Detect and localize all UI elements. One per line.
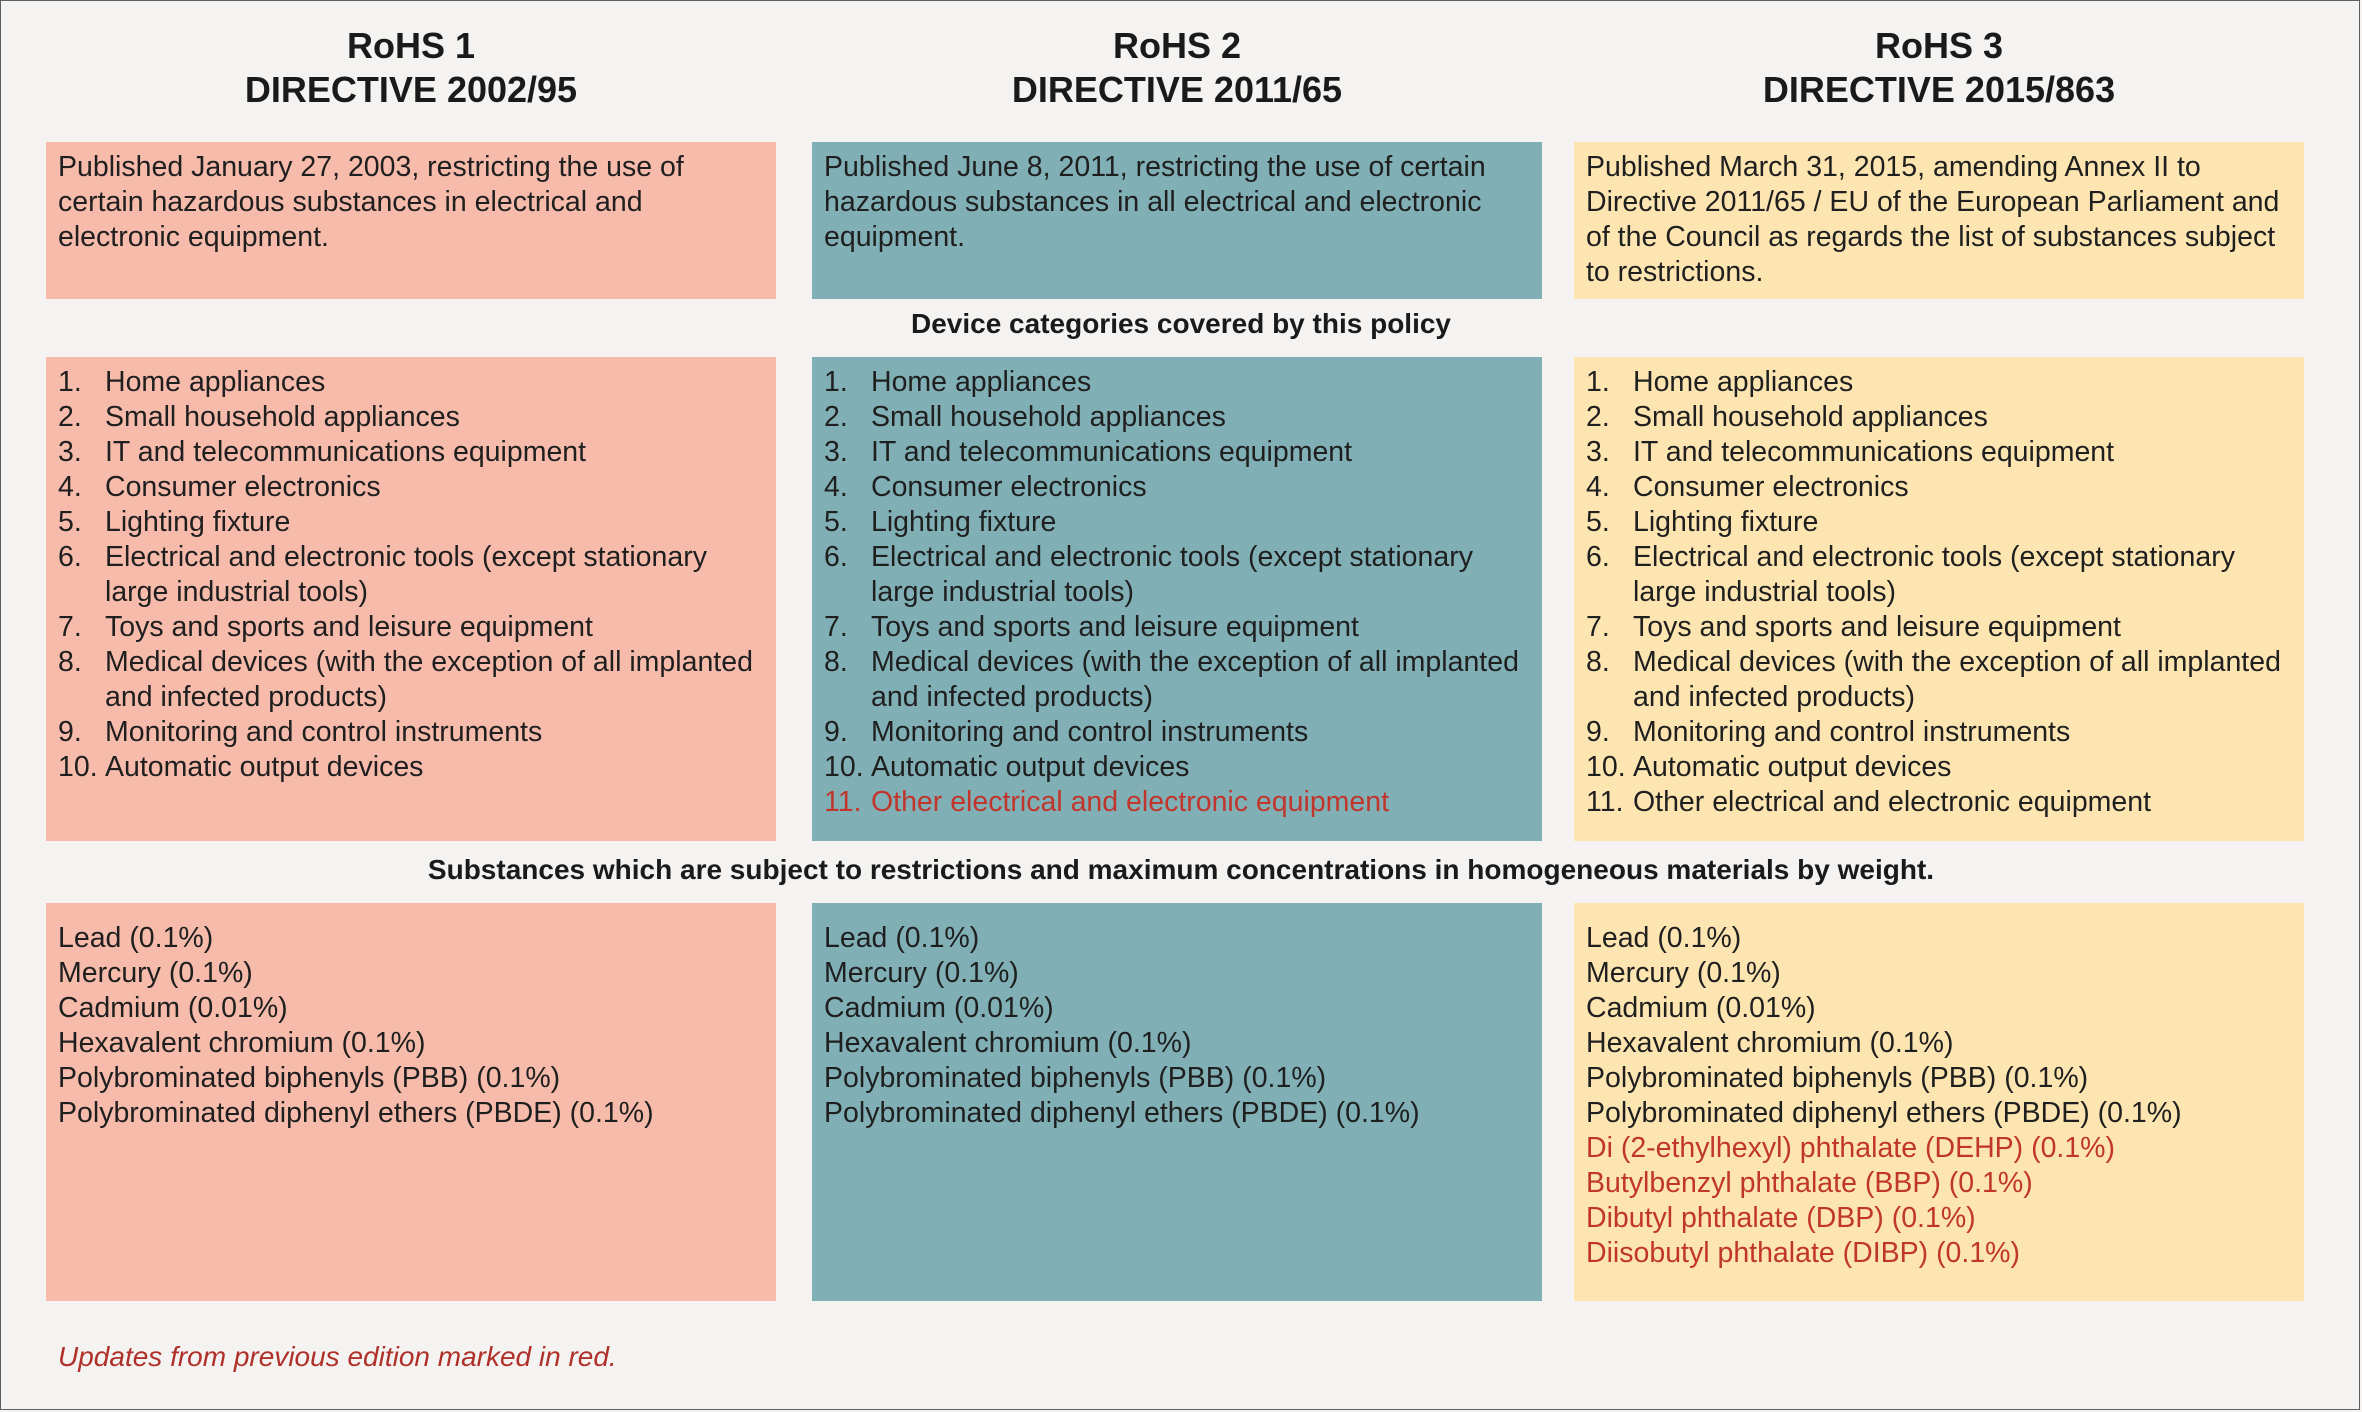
category-label: Automatic output devices [871, 751, 1190, 783]
category-item [824, 715, 1530, 750]
category-label: Medical devices (with the exception of all implanted and infected products) [105, 646, 753, 713]
rohs1-categories-box [46, 357, 776, 841]
category-item [824, 645, 1530, 715]
category-item [1586, 750, 2292, 785]
category-label: Electrical and electronic tools (except stationary large industrial tools) [1633, 541, 2235, 608]
category-item [824, 610, 1530, 645]
category-number: 11. [1586, 786, 1624, 818]
category-label: Electrical and electronic tools (except stationary large industrial tools) [105, 541, 707, 608]
category-item [58, 400, 764, 435]
rohs3-heading [1574, 24, 2304, 112]
category-label: Other electrical and electronic equipment [1633, 786, 2152, 818]
category-item [824, 400, 1530, 435]
category-item [58, 470, 764, 505]
substance-item: Polybrominated biphenyls (PBB) (0.1%) [824, 1062, 1327, 1094]
category-item [58, 715, 764, 750]
category-number: 4. [58, 471, 82, 503]
rohs2-substances-box [812, 903, 1542, 1301]
category-number: 2. [824, 401, 848, 433]
category-number: 4. [1586, 471, 1610, 503]
category-label: IT and telecommunications equipment [1633, 436, 2115, 468]
category-number: 4. [824, 471, 848, 503]
category-label: Electrical and electronic tools (except stationary large industrial tools) [871, 541, 1473, 608]
category-item [1586, 470, 2292, 505]
rohs3-substance-list [1586, 921, 2292, 1271]
category-item [824, 540, 1530, 610]
category-number: 8. [1586, 646, 1610, 678]
category-label: Lighting fixture [1633, 506, 1819, 538]
category-item [824, 785, 1530, 820]
category-number: 3. [824, 436, 848, 468]
category-number: 1. [1586, 366, 1610, 398]
category-number: 9. [824, 716, 848, 748]
category-number: 5. [58, 506, 82, 538]
substance-item: Lead (0.1%) [824, 922, 980, 954]
substance-item: Diisobutyl phthalate (DIBP) (0.1%) [1586, 1237, 2021, 1269]
category-item [58, 610, 764, 645]
category-item [1586, 715, 2292, 750]
category-item [58, 365, 764, 400]
category-item [58, 540, 764, 610]
rohs2-categories-box [812, 357, 1542, 841]
footnote: Updates from previous edition marked in red. [58, 1341, 617, 1372]
category-number: 10. [824, 751, 864, 783]
rohs2-heading [812, 24, 1542, 112]
substance-item: Hexavalent chromium (0.1%) [1586, 1027, 1954, 1059]
rohs2-published-box [812, 142, 1542, 299]
category-number: 10. [58, 751, 98, 783]
category-label: Small household appliances [105, 401, 460, 433]
category-item [1586, 645, 2292, 715]
category-label: Lighting fixture [105, 506, 291, 538]
category-label: Small household appliances [871, 401, 1226, 433]
substance-item: Polybrominated biphenyls (PBB) (0.1%) [58, 1062, 561, 1094]
rohs1-published-text: Published January 27, 2003, restricting the use of certain hazardous substances in electrical and electronic equipment. [58, 151, 684, 253]
rohs3-title: RoHS 3 [1874, 25, 2004, 66]
category-item [58, 505, 764, 540]
category-number: 6. [824, 541, 848, 573]
substance-item: Cadmium (0.01%) [58, 992, 288, 1024]
rohs3-category-list [1586, 365, 2292, 820]
category-number: 8. [58, 646, 82, 678]
substance-item: Mercury (0.1%) [58, 957, 253, 989]
category-label: IT and telecommunications equipment [871, 436, 1353, 468]
category-item [1586, 540, 2292, 610]
rohs2-published-text: Published June 8, 2011, restricting the use of certain hazardous substances in all electrical and electronic equipment. [824, 151, 1486, 253]
category-number: 7. [824, 611, 848, 643]
category-number: 10. [1586, 751, 1626, 783]
substance-item: Di (2-ethylhexyl) phthalate (DEHP) (0.1%) [1586, 1132, 2116, 1164]
category-label: Toys and sports and leisure equipment [871, 611, 1359, 643]
substance-item: Mercury (0.1%) [824, 957, 1019, 989]
category-item [824, 365, 1530, 400]
category-number: 8. [824, 646, 848, 678]
rohs2-directive: DIRECTIVE 2011/65 [1011, 69, 1343, 110]
rohs1-directive: DIRECTIVE 2002/95 [244, 69, 578, 110]
category-number: 7. [1586, 611, 1610, 643]
category-label: Lighting fixture [871, 506, 1057, 538]
category-number: 1. [824, 366, 848, 398]
category-label: Automatic output devices [1633, 751, 1952, 783]
rohs1-heading [46, 24, 776, 112]
category-label: Monitoring and control instruments [1633, 716, 2071, 748]
substance-item: Hexavalent chromium (0.1%) [58, 1027, 426, 1059]
rohs1-substance-list [58, 921, 764, 1131]
rohs1-published-box [46, 142, 776, 299]
category-item [824, 435, 1530, 470]
category-item [824, 505, 1530, 540]
category-number: 6. [1586, 541, 1610, 573]
rohs2-category-list [824, 365, 1530, 820]
rohs3-categories-box [1574, 357, 2304, 841]
category-item [1586, 435, 2292, 470]
category-number: 9. [58, 716, 82, 748]
category-label: Medical devices (with the exception of all implanted and infected products) [871, 646, 1519, 713]
category-item [824, 470, 1530, 505]
substance-item: Cadmium (0.01%) [1586, 992, 1816, 1024]
rohs2-title: RoHS 2 [1112, 25, 1242, 66]
substance-item: Hexavalent chromium (0.1%) [824, 1027, 1192, 1059]
substances-section-title: Substances which are subject to restrictions and maximum concentrations in homogeneous materials by weight. [427, 854, 1935, 885]
rohs3-directive: DIRECTIVE 2015/863 [1762, 69, 2116, 110]
category-number: 5. [1586, 506, 1610, 538]
category-label: Other electrical and electronic equipment [871, 786, 1390, 818]
category-item [1586, 400, 2292, 435]
category-item [58, 435, 764, 470]
substance-item: Polybrominated diphenyl ethers (PBDE) (0.1%) [1586, 1097, 2182, 1129]
substance-item: Dibutyl phthalate (DBP) (0.1%) [1586, 1202, 1976, 1234]
category-number: 2. [58, 401, 82, 433]
substance-item: Polybrominated biphenyls (PBB) (0.1%) [1586, 1062, 2089, 1094]
rohs2-substance-list [824, 921, 1530, 1131]
category-item [58, 750, 764, 785]
substance-item: Butylbenzyl phthalate (BBP) (0.1%) [1586, 1167, 2033, 1199]
category-label: Toys and sports and leisure equipment [1633, 611, 2121, 643]
category-label: Home appliances [105, 366, 326, 398]
rohs3-published-box [1574, 142, 2304, 299]
substance-item: Polybrominated diphenyl ethers (PBDE) (0.1%) [824, 1097, 1420, 1129]
rohs3-published-text: Published March 31, 2015, amending Annex II to Directive 2011/65 / EU of the European Parliament and of the Council as regards the list of substances subject to restrictions. [1586, 151, 2280, 288]
substance-item: Lead (0.1%) [1586, 922, 1742, 954]
rohs1-category-list [58, 365, 764, 785]
category-number: 3. [58, 436, 82, 468]
category-number: 3. [1586, 436, 1610, 468]
substance-item: Mercury (0.1%) [1586, 957, 1781, 989]
category-label: Consumer electronics [1633, 471, 1909, 503]
category-number: 2. [1586, 401, 1610, 433]
substance-item: Cadmium (0.01%) [824, 992, 1054, 1024]
categories-section-title: Device categories covered by this policy [910, 308, 1451, 339]
category-item [1586, 505, 2292, 540]
category-number: 1. [58, 366, 82, 398]
category-item [58, 645, 764, 715]
category-label: Toys and sports and leisure equipment [105, 611, 593, 643]
category-item [824, 750, 1530, 785]
category-item [1586, 785, 2292, 820]
category-label: Monitoring and control instruments [871, 716, 1309, 748]
category-number: 6. [58, 541, 82, 573]
category-number: 9. [1586, 716, 1610, 748]
category-item [1586, 610, 2292, 645]
category-label: Home appliances [871, 366, 1092, 398]
category-label: Automatic output devices [105, 751, 424, 783]
substance-item: Lead (0.1%) [58, 922, 214, 954]
category-item [1586, 365, 2292, 400]
category-label: Consumer electronics [871, 471, 1147, 503]
category-label: Small household appliances [1633, 401, 1988, 433]
substance-item: Polybrominated diphenyl ethers (PBDE) (0.1%) [58, 1097, 654, 1129]
rohs1-title: RoHS 1 [346, 25, 476, 66]
category-label: Medical devices (with the exception of all implanted and infected products) [1633, 646, 2281, 713]
rohs3-substances-box [1574, 903, 2304, 1301]
category-number: 7. [58, 611, 82, 643]
category-label: Monitoring and control instruments [105, 716, 543, 748]
category-number: 5. [824, 506, 848, 538]
category-label: IT and telecommunications equipment [105, 436, 587, 468]
rohs1-substances-box [46, 903, 776, 1301]
category-label: Home appliances [1633, 366, 1854, 398]
category-number: 11. [824, 786, 862, 818]
category-label: Consumer electronics [105, 471, 381, 503]
